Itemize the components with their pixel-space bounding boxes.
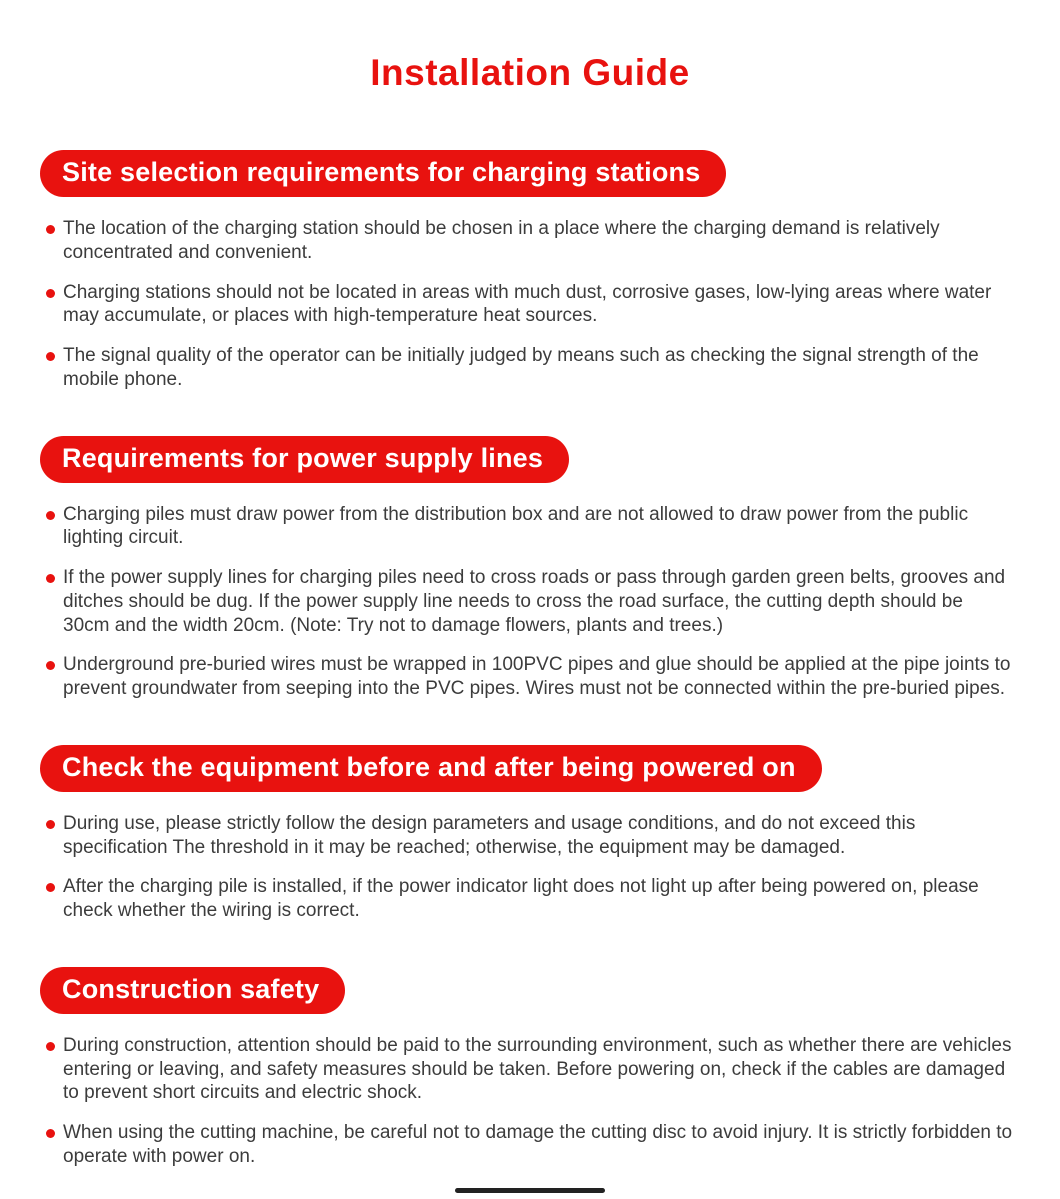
list-item: [46, 812, 1014, 860]
bullet-text: Charging stations should not be located in areas with much dust, corrosive gases, low-lying areas where water may accumulate, or places with high-temperature heat sources.: [63, 281, 992, 327]
bullet-text: If the power supply lines for charging piles need to cross roads or pass through garden green belts, grooves and ditches should be dug. If the power supply line needs to cross the road surface, the cutting depth should be 30cm and the width 20cm. (Note: Try not to damage flowers, plants and trees.): [63, 567, 1006, 636]
section-equipment-check: [40, 717, 1020, 923]
section-power-supply: [40, 408, 1020, 701]
section-header-site-selection: Site selection requirements for charging stations: [40, 150, 726, 197]
list-item: [46, 281, 1014, 329]
list-item: [46, 503, 1014, 551]
bullet-text: When using the cutting machine, be careful not to damage the cutting disc to avoid injury. It is strictly forbidden to operate with power on.: [63, 1122, 1013, 1167]
bullet-list: [40, 812, 1020, 923]
page-title: Installation Guide: [370, 52, 690, 93]
list-item: [46, 653, 1014, 701]
section-site-selection: [40, 122, 1020, 392]
bullet-text: After the charging pile is installed, if the power indicator light does not light up after being powered on, please check whether the wiring is correct.: [63, 876, 979, 921]
section-header-construction-safety: Construction safety: [40, 967, 345, 1014]
bullet-list: [40, 1034, 1020, 1169]
bullet-dot-icon: [46, 352, 55, 361]
bullet-dot-icon: [46, 225, 55, 234]
list-item: [46, 344, 1014, 392]
bullet-list: [40, 217, 1020, 392]
section-header-equipment-check: Check the equipment before and after being powered on: [40, 745, 822, 792]
bullet-text: Underground pre-buried wires must be wrapped in 100PVC pipes and glue should be applied at the pipe joints to prevent groundwater from seeping into the PVC pipes. Wires must not be connected within the pre-buried pipes.: [63, 654, 1011, 699]
bullet-dot-icon: [46, 883, 55, 892]
list-item: [46, 566, 1014, 637]
section-construction-safety: [40, 939, 1020, 1169]
footer-bar: [455, 1188, 605, 1193]
bullet-text: The signal quality of the operator can be initially judged by means such as checking the signal strength of the mobile phone.: [63, 345, 979, 390]
bullet-dot-icon: [46, 820, 55, 829]
list-item: [46, 1034, 1014, 1105]
list-item: [46, 1121, 1014, 1169]
bullet-dot-icon: [46, 574, 55, 583]
bullet-list: [40, 503, 1020, 701]
bullet-text: The location of the charging station should be chosen in a place where the charging demand is relatively concentrated and convenient.: [63, 218, 940, 263]
section-header-power-supply: Requirements for power supply lines: [40, 436, 569, 483]
bullet-dot-icon: [46, 661, 55, 670]
list-item: [46, 217, 1014, 265]
bullet-dot-icon: [46, 511, 55, 520]
bullet-dot-icon: [46, 1042, 55, 1051]
list-item: [46, 875, 1014, 923]
bullet-text: During construction, attention should be paid to the surrounding environment, such as whether there are vehicles entering or leaving, and safety measures should be taken. Before powering on, check if the cables are damaged to prevent short circuits and electric shock.: [63, 1034, 1012, 1104]
bullet-text: During use, please strictly follow the design parameters and usage conditions, and do not exceed this specification The threshold in it may be reached; otherwise, the equipment may be damaged.: [63, 812, 916, 858]
bullet-dot-icon: [46, 289, 55, 298]
bullet-dot-icon: [46, 1129, 55, 1138]
bullet-text: Charging piles must draw power from the distribution box and are not allowed to draw power from the public lighting circuit.: [63, 503, 969, 549]
